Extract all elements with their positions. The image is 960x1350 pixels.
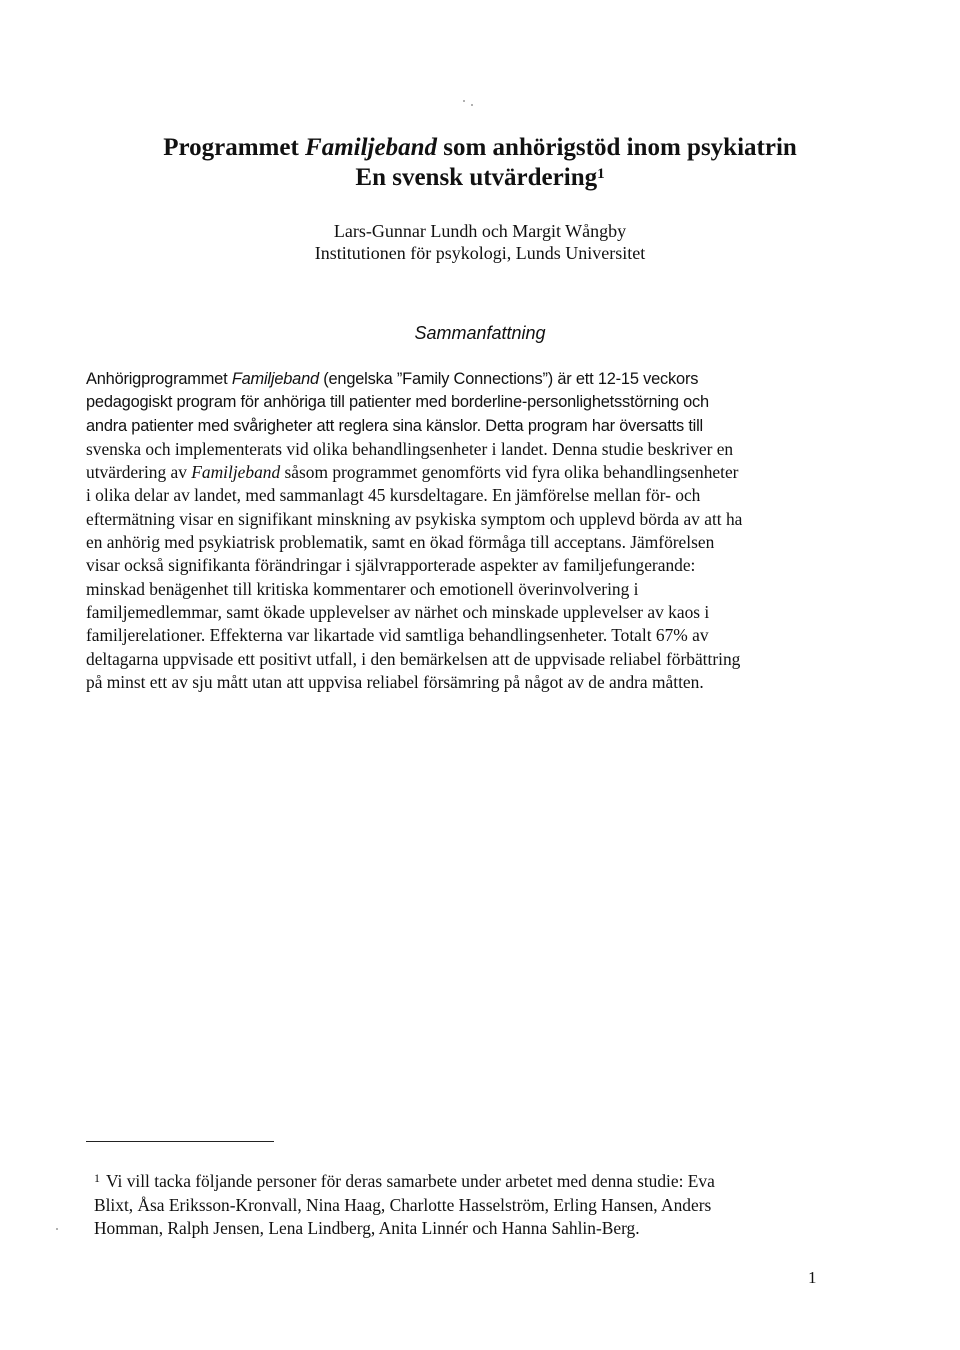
abstract-line: i olika delar av landet, med sammanlagt 45 kursdeltagare. En jämförelse mellan för- och	[86, 485, 701, 506]
title-program-name: Familjeband	[305, 134, 437, 161]
scan-speck	[463, 100, 465, 102]
footnote-divider	[86, 1141, 274, 1142]
abstract-line: familjemedlemmar, samt ökade upplevelser av närhet och minskade upplevelser av kaos i	[86, 601, 710, 622]
abstract-line: familjerelationer. Effekterna var likartade vid samtliga behandlingsenheter. Totalt 67% av	[86, 625, 709, 646]
scan-speck	[56, 1228, 58, 1230]
abstract-line: andra patienter med svårigheter att reglera sina känslor. Detta program har översatts till	[86, 416, 703, 435]
abstract-line: på minst ett av sju mått utan att uppvisa reliabel försämring på något av de andra måtten.	[86, 671, 704, 692]
author-affiliation: Institutionen för psykologi, Lunds Universitet	[314, 243, 646, 263]
scan-speck	[471, 104, 473, 106]
title-line-2: En svensk utvärdering$^1$	[355, 164, 605, 191]
author-names: Lars-Gunnar Lundh och Margit Wångby	[333, 221, 627, 241]
author-block	[0, 220, 960, 264]
abstract-line: svenska och implementerats vid olika behandlingsenheter i landet. Denna studie beskriver en	[86, 438, 734, 459]
page-number: 1	[808, 1268, 817, 1287]
footnote-line: Blixt, Åsa Eriksson-Kronvall, Nina Haag, Charlotte Hasselström, Erling Hansen, Anders	[94, 1194, 712, 1215]
title-line-1: Programmet Familjeband som anhörigstöd inom psykiatrin	[163, 134, 797, 161]
footnote-marker: 1	[94, 1171, 100, 1185]
footnote	[94, 1170, 794, 1241]
abstract-line: deltagarna uppvisade ett positivt utfall, i den bemärkelsen att de uppvisade reliabel förbättring	[86, 648, 741, 669]
abstract-line: en anhörig med psykiatrisk problematik, samt en ökad förmåga till acceptans. Jämförelsen	[86, 532, 715, 553]
abstract-body	[86, 368, 786, 694]
abstract-line: utvärdering av Familjeband såsom programmet genomförts vid fyra olika behandlingsenheter	[86, 462, 739, 483]
title-footnote-marker: 1	[597, 166, 605, 182]
abstract-line: Anhörigprogrammet Familjeband (engelska ”Family Connections”) är ett 12-15 veckors	[86, 370, 699, 388]
footnote-line: Homman, Ralph Jensen, Lena Lindberg, Anita Linnér och Hanna Sahlin-Berg.	[94, 1218, 640, 1238]
footnote-line: $^1$ Vi vill tacka följande personer för deras samarbete under arbetet med denna studie: Eva	[94, 1171, 715, 1191]
abstract-line: pedagogiskt program för anhöriga till patienter med borderline-personlighetsstörning och	[86, 393, 709, 412]
summary-heading: Sammanfattning	[414, 323, 546, 343]
paper-title	[0, 133, 960, 193]
abstract-line: eftermätning visar en signifikant minskning av psykiska symptom och upplevd börda av att ha	[86, 508, 743, 529]
abstract-line: minskad benägenhet till kritiska kommentarer och emotionell överinvolvering i	[86, 578, 639, 599]
abstract-line: visar också signifikanta förändringar i självrapporterade aspekter av familjefungerande:	[86, 555, 696, 576]
